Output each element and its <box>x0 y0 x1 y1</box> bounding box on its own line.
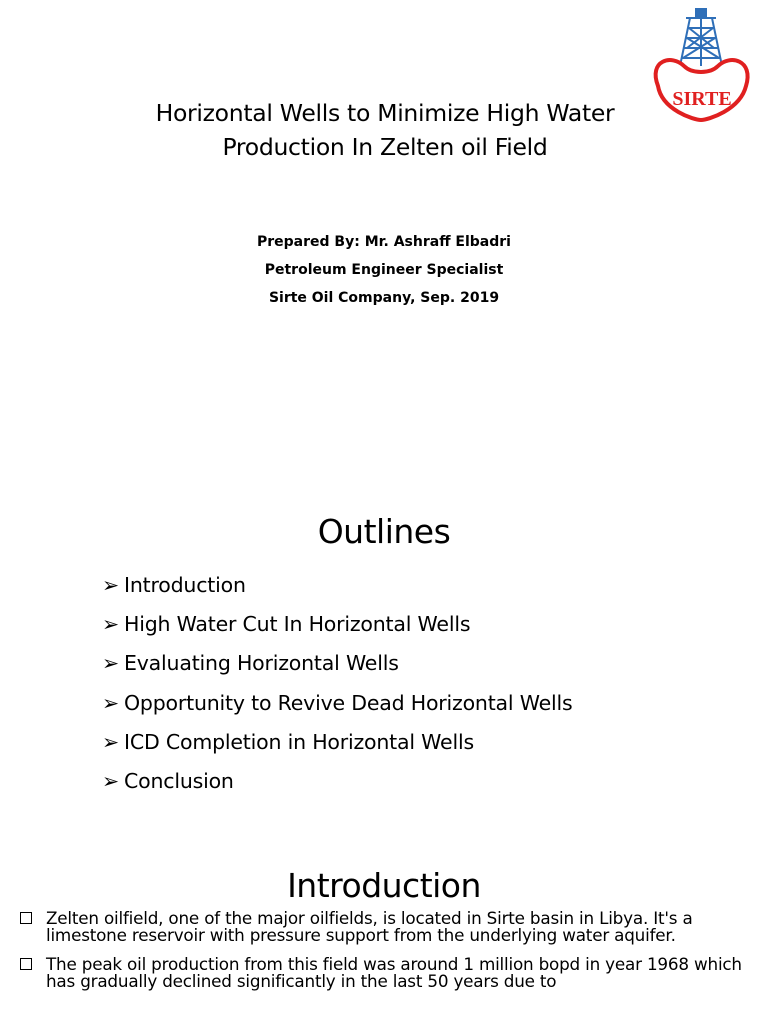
arrow-bullet-icon: ➢ <box>102 729 119 754</box>
company-date-line: Sirte Oil Company, Sep. 2019 <box>268 290 500 306</box>
outline-list <box>102 568 573 803</box>
list-item: Zelten oilfield, one of the major oilfields, is located in Sirte basin in Libya. It's a limestone reservoir with pressure support from the underlying water aquifer. <box>18 910 763 944</box>
title-line: Production In Zelten oil Field <box>222 133 548 161</box>
list-item: ➢ Conclusion <box>102 764 573 803</box>
arrow-bullet-icon: ➢ <box>102 612 119 637</box>
introduction-slide <box>0 850 768 1024</box>
outlines-slide <box>0 470 768 850</box>
list-item: ➢ ICD Completion in Horizontal Wells <box>102 725 573 764</box>
list-item: ➢ High Water Cut In Horizontal Wells <box>102 607 573 646</box>
title-line: Horizontal Wells to Minimize High Water <box>155 99 615 127</box>
slide-heading: Introduction <box>287 866 481 905</box>
author-line: Prepared By: Mr. Ashraff Elbadri <box>257 234 511 250</box>
byline <box>0 228 768 312</box>
arrow-bullet-icon: ➢ <box>102 573 119 597</box>
arrow-bullet-icon: ➢ <box>102 690 119 715</box>
checkbox-bullet-icon <box>20 912 32 924</box>
list-item: ➢ Introduction <box>102 568 573 607</box>
arrow-bullet-icon: ➢ <box>102 768 119 793</box>
list-item: ➢ Opportunity to Revive Dead Horizontal Wells <box>102 686 573 725</box>
svg-text:SIRTE: SIRTE <box>672 88 732 110</box>
checkbox-bullet-icon <box>20 958 32 970</box>
slide-heading: Outlines <box>317 512 451 551</box>
list-item: The peak oil production from this field was around 1 million bopd in year 1968 which has gradually declined significantly in the last 50 years due to <box>18 956 763 990</box>
arrow-bullet-icon: ➢ <box>102 651 119 676</box>
intro-list <box>18 910 763 1002</box>
role-line: Petroleum Engineer Specialist <box>264 262 504 278</box>
list-item: ➢ Evaluating Horizontal Wells <box>102 646 573 685</box>
presentation-title <box>95 96 675 164</box>
title-slide <box>0 0 768 470</box>
